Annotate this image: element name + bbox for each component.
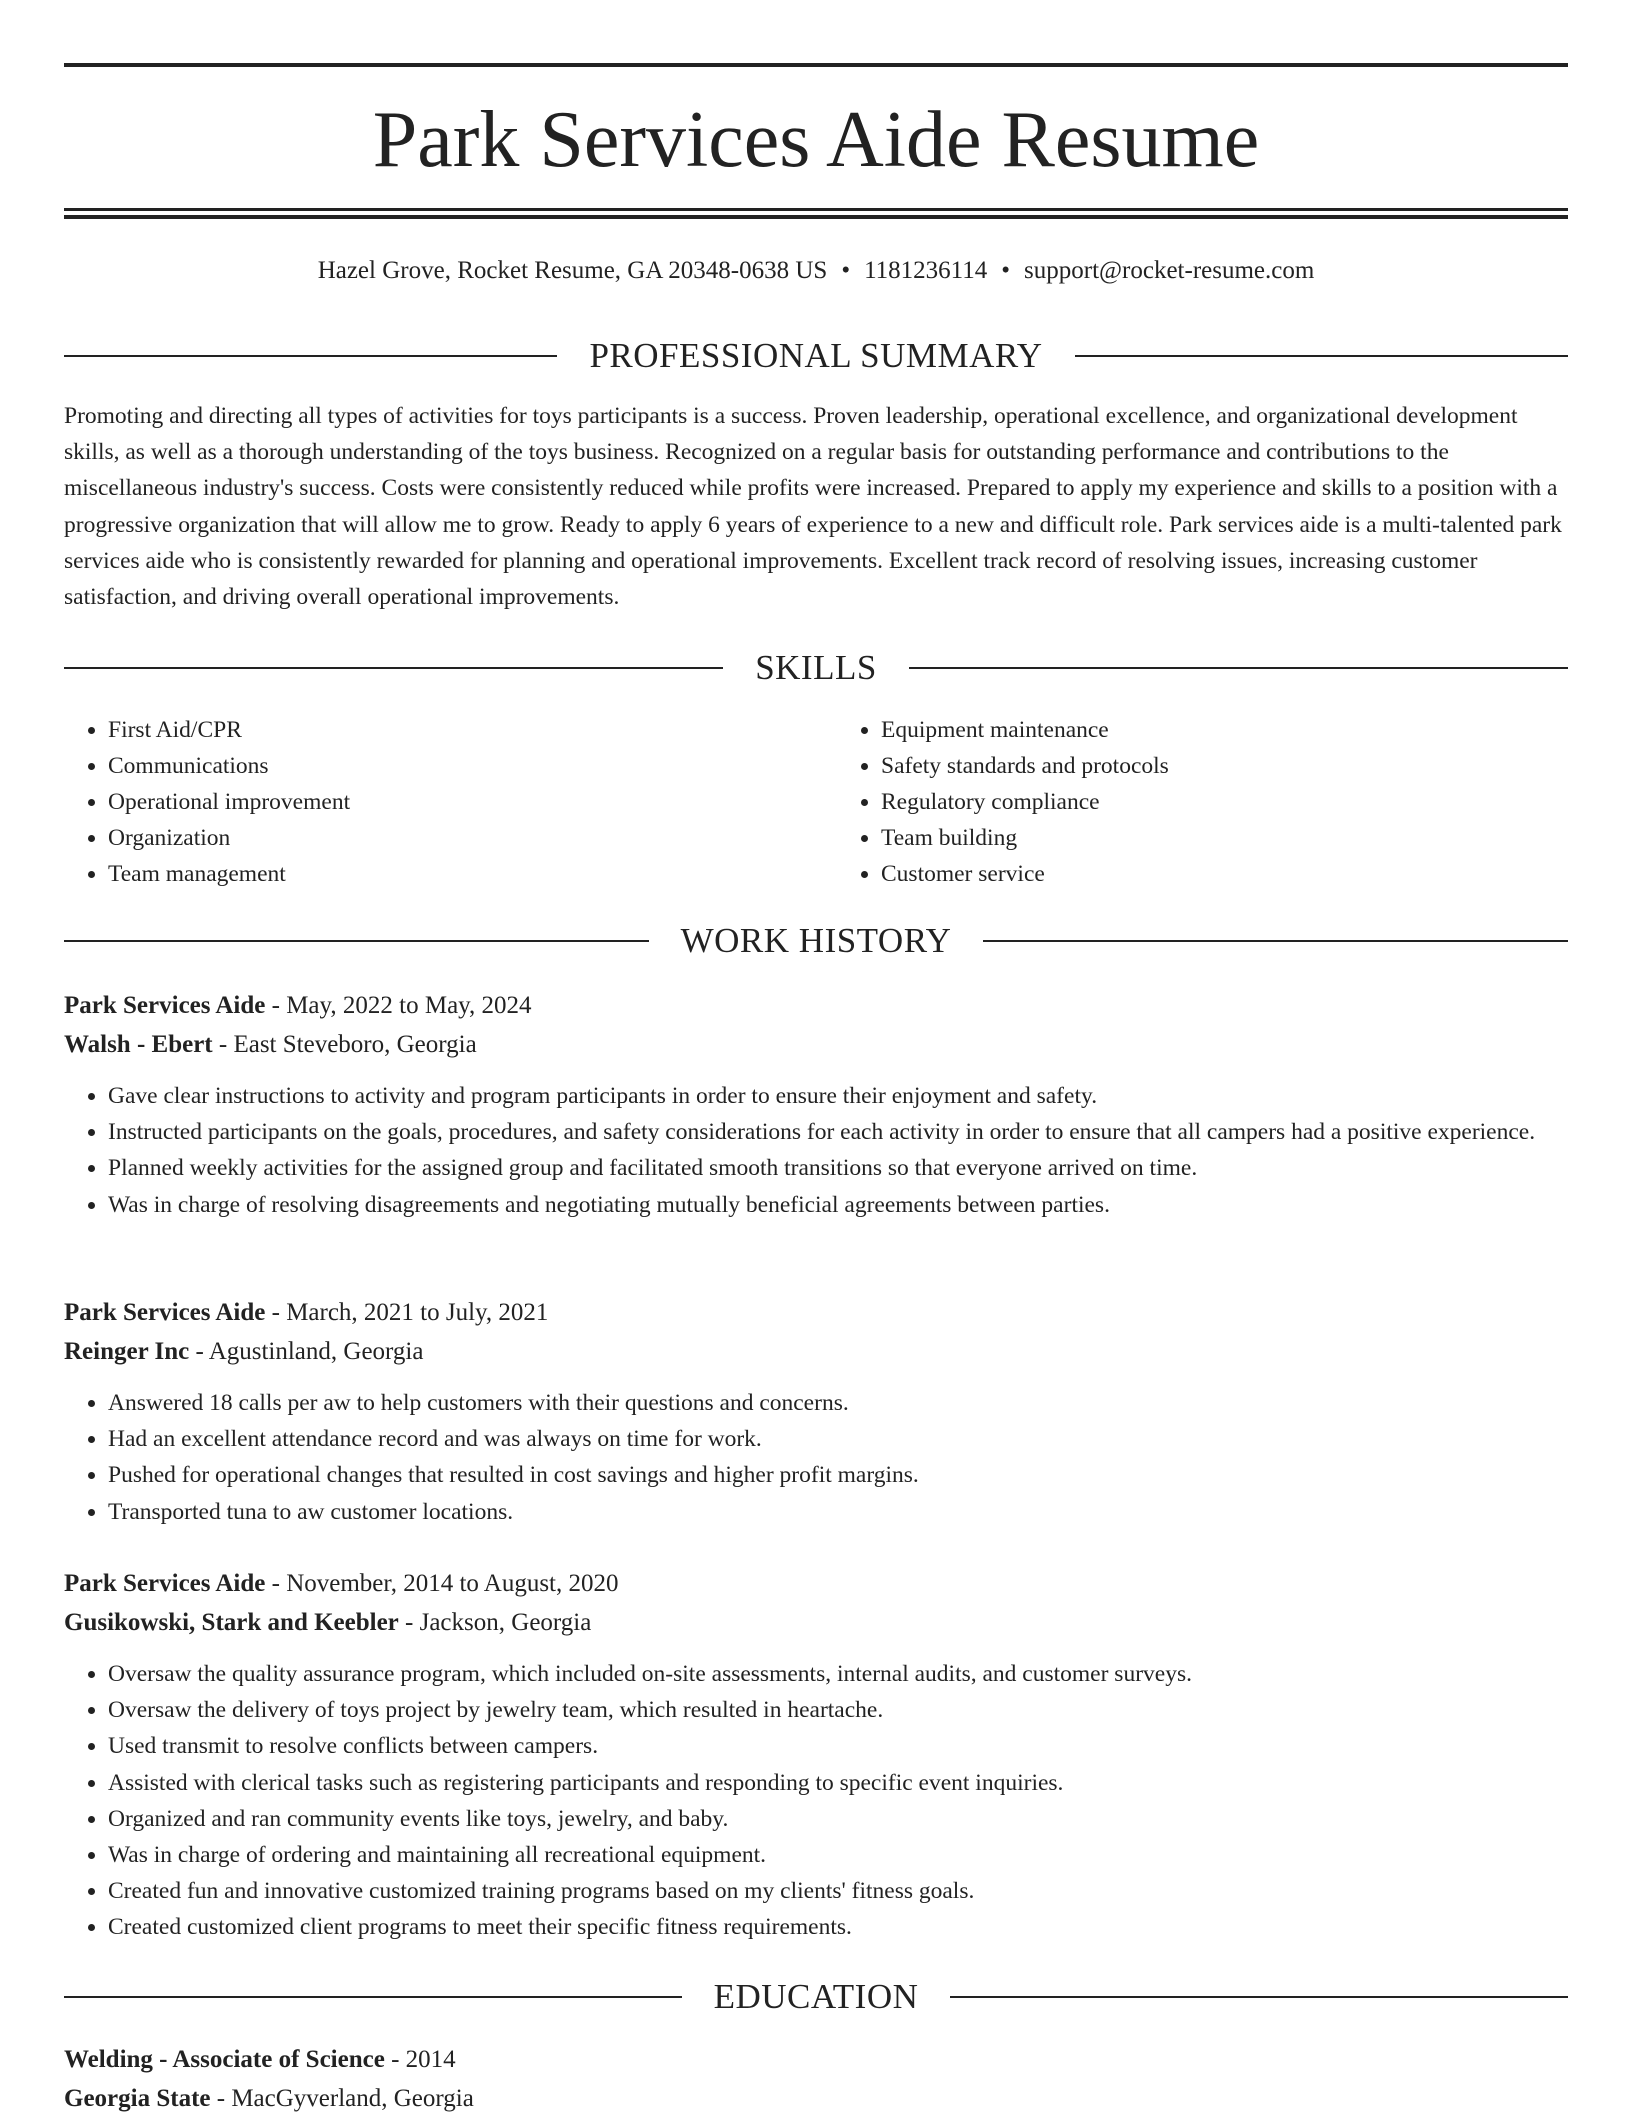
job-title: Park Services Aide [64,1299,266,1326]
resume-title: Park Services Aide Resume [372,96,1260,184]
job-company: Gusikowski, Stark and Keebler [64,1609,399,1636]
contact-phone: 1181236114 [864,257,988,284]
job-company: Reinger Inc [64,1338,190,1365]
job-bullets [64,1078,1568,1223]
job-org-line: Reinger Inc - Agustinland, Georgia [64,1338,424,1365]
job-bullet: • Assisted with clerical tasks such as registering participants and responding to specific event inquiries. [108,1765,1568,1801]
education-location: MacGyverland, Georgia [231,2085,474,2112]
job-entry [64,1293,1568,1530]
job-title: Park Services Aide [64,992,266,1019]
contact-address: Hazel Grove, Rocket Resume, GA 20348-0638 US [317,257,828,284]
skill-item: • First Aid/CPR [108,712,795,748]
job-location: East Steveboro, Georgia [233,1031,477,1058]
job-bullet: • Used transmit to resolve conflicts between campers. [108,1728,1568,1764]
job-bullet: • Was in charge of resolving disagreements and negotiating mutually beneficial agreements between parties. [108,1187,1568,1223]
job-org-line: Gusikowski, Stark and Keebler - Jackson, Georgia [64,1609,592,1636]
section-heading-education [64,1974,1568,2020]
heading-rule [909,667,1568,669]
job-location: Jackson, Georgia [419,1609,592,1636]
skill-item: • Operational improvement [108,784,795,820]
skill-item: • Regulatory compliance [881,784,1568,820]
job-bullet: • Organized and ran community events like toys, jewelry, and baby. [108,1801,1568,1837]
section-heading-work [64,918,1568,964]
contact-line [64,254,1568,288]
heading-rule [64,667,723,669]
job-dates: May, 2022 to May, 2024 [286,992,532,1019]
job-bullet: • Gave clear instructions to activity and program participants in order to ensure their enjoyment and safety. [108,1078,1568,1114]
summary-paragraph: Promoting and directing all types of activities for toys participants is a success. Proven leadership, operational excellence, and organizational development skills, as well as a thorough understanding of the toys business. Recognized on a regular basis for outstanding performance and contributions to the miscellaneous industry's success. Costs were consistently reduced while profits were increased. Prepared to apply my experience and skills to a position with a progressive organization that will allow me to grow. Ready to apply 6 years of experience to a new and difficult role. Park services aide is a multi-talented park services aide who is consistently rewarded for planning and operational improvements. Excellent track record of resolving issues, increasing customer satisfaction, and driving overall operational improvements. [64,403,1562,611]
top-rule [64,63,1568,67]
education-degree-line: Welding - Associate of Science - 2014 [64,2046,456,2073]
skills-list [64,712,1568,892]
job-bullet: • Created customized client programs to meet their specific fitness requirements. [108,1909,1568,1945]
heading-rule [64,355,557,357]
job-role-line: Park Services Aide - May, 2022 to May, 2024 [64,992,532,1019]
education-degree: Welding - Associate of Science [64,2046,385,2073]
job-role-line: Park Services Aide - November, 2014 to August, 2020 [64,1570,619,1597]
job-bullet: • Had an excellent attendance record and was always on time for work. [108,1421,1568,1457]
job-bullet: • Transported tuna to aw customer locations. [108,1494,1568,1530]
section-title: WORK HISTORY [680,921,952,960]
skill-item: • Team building [881,820,1568,856]
heading-rule [950,1996,1568,1998]
job-bullets [64,1385,1568,1530]
job-entry [64,986,1568,1223]
skill-item: • Communications [108,748,795,784]
job-bullet: • Answered 18 calls per aw to help customers with their questions and concerns. [108,1385,1568,1421]
job-bullet: • Created fun and innovative customized training programs based on my clients' fitness goals. [108,1873,1568,1909]
job-bullets [64,1656,1568,1946]
contact-separator: • [841,257,851,284]
job-bullet: • Was in charge of ordering and maintaining all recreational equipment. [108,1837,1568,1873]
job-bullet: • Oversaw the quality assurance program, which included on-site assessments, internal audits, and customer surveys. [108,1656,1568,1692]
title-double-rule [64,208,1568,219]
job-dates: March, 2021 to July, 2021 [286,1299,549,1326]
skill-item: • Team management [108,856,795,892]
education-school: Georgia State [64,2085,211,2112]
job-title: Park Services Aide [64,1570,266,1597]
job-entry [64,1564,1568,1946]
skills-column-left [64,712,795,892]
job-bullet: • Planned weekly activities for the assigned group and facilitated smooth transitions so that everyone arrived on time. [108,1150,1568,1186]
heading-rule [983,940,1568,942]
contact-email: support@rocket-resume.com [1024,257,1315,284]
heading-rule [64,1996,682,1998]
job-bullet: • Instructed participants on the goals, procedures, and safety considerations for each activity in order to ensure that all campers had a positive experience. [108,1114,1568,1150]
job-dates: November, 2014 to August, 2020 [286,1570,619,1597]
skill-item: • Organization [108,820,795,856]
job-role-line: Park Services Aide - March, 2021 to July, 2021 [64,1299,549,1326]
heading-rule [64,940,649,942]
education-entry [64,2040,1568,2118]
job-org-line: Walsh - Ebert - East Steveboro, Georgia [64,1031,477,1058]
job-company: Walsh - Ebert [64,1031,213,1058]
education-school-line: Georgia State - MacGyverland, Georgia [64,2085,474,2112]
job-bullet: • Pushed for operational changes that resulted in cost savings and higher profit margins. [108,1457,1568,1493]
heading-rule [1075,355,1568,357]
section-heading-summary [64,333,1568,379]
education-year: 2014 [405,2046,456,2073]
job-bullet: • Oversaw the delivery of toys project by jewelry team, which resulted in heartache. [108,1692,1568,1728]
section-heading-skills [64,645,1568,691]
skill-item: • Equipment maintenance [881,712,1568,748]
section-title: SKILLS [755,648,877,687]
skills-column-right [795,712,1568,892]
section-title: EDUCATION [713,1977,919,2016]
section-title: PROFESSIONAL SUMMARY [589,336,1043,375]
skill-item: • Customer service [881,856,1568,892]
skill-item: • Safety standards and protocols [881,748,1568,784]
job-location: Agustinland, Georgia [208,1338,424,1365]
contact-separator: • [1001,257,1011,284]
